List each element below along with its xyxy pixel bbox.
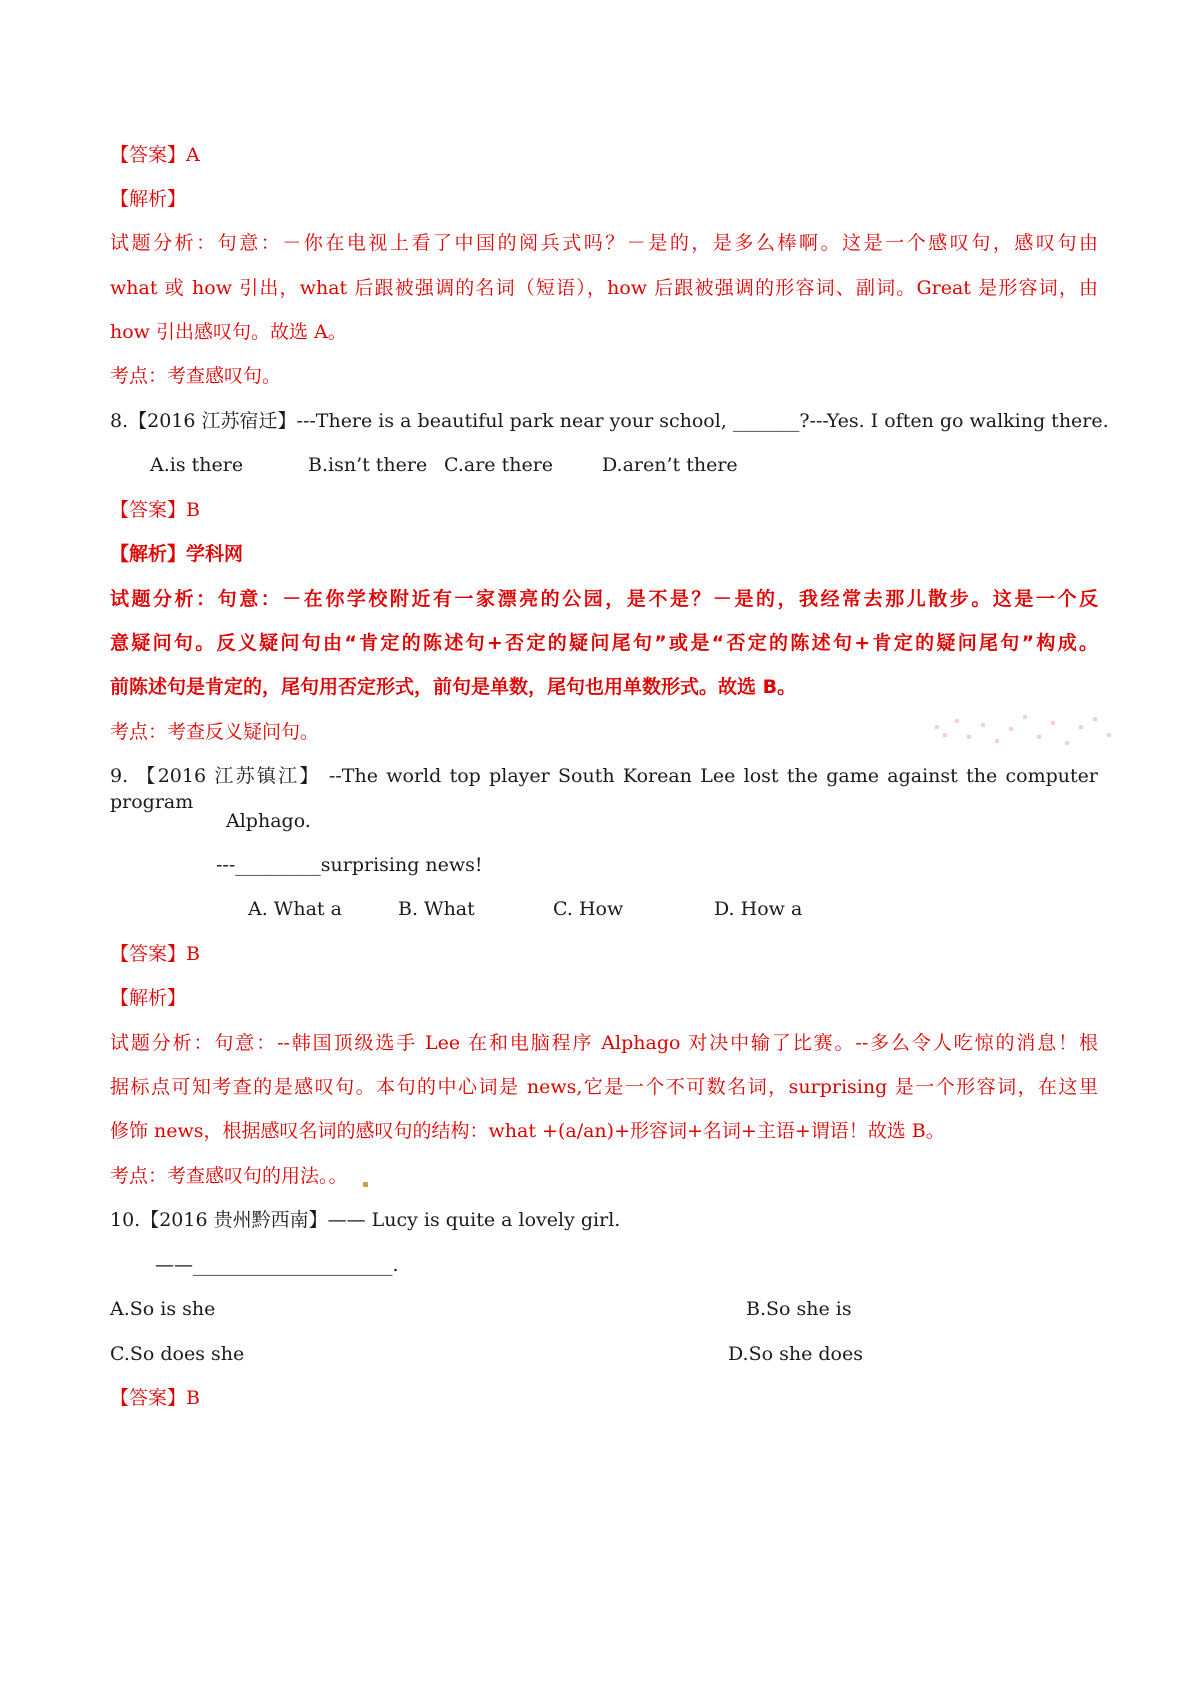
q7-point: 考点：考查感叹句。 — [110, 365, 282, 387]
q8-option-c: C.are there — [444, 454, 554, 476]
q7-analysis-label: 【解析】 — [110, 188, 187, 210]
q9-option-b: B. What — [398, 898, 475, 920]
faint-watermark-pattern — [925, 705, 1125, 765]
decorative-dot — [363, 1182, 368, 1187]
q10-option-d: D.So she does — [728, 1343, 863, 1365]
q10-blank: ——_____________________. — [155, 1254, 399, 1276]
q10-option-c: C.So does she — [110, 1343, 245, 1365]
q8-option-b: B.isn’t there — [308, 454, 428, 476]
q7-analysis-line-3: how 引出感叹句。故选 A。 — [110, 321, 347, 343]
q9-analysis-label: 【解析】 — [110, 987, 187, 1009]
q10-option-b: B.So she is — [746, 1298, 852, 1320]
q10-option-a: A.So is she — [110, 1298, 216, 1320]
q8-option-d: D.aren’t there — [602, 454, 738, 476]
q8-analysis-line-1: 试题分析：句意：－在你学校附近有一家漂亮的公园，是不是？－是的，我经常去那儿散步。这是一个反 — [110, 588, 1098, 610]
q9-option-a: A. What a — [248, 898, 342, 920]
q9-stem-line-2: Alphago. — [226, 810, 311, 832]
q7-answer: 【答案】A — [110, 144, 200, 166]
q8-stem: 8.【2016 江苏宿迁】---There is a beautiful park near your school, _______?---Yes. I often go walking there. — [110, 410, 1109, 432]
q9-stem-line-3: ---_________surprising news! — [216, 854, 483, 876]
q9-stem-line-1: 9. 【2016 江苏镇江】 --The world top player South Korean Lee lost the game against the computer program — [110, 765, 1098, 813]
q8-answer: 【答案】B — [110, 499, 200, 521]
q9-analysis-line-2: 据标点可知考查的是感叹句。本句的中心词是 news,它是一个不可数名词，surprising 是一个形容词，在这里 — [110, 1076, 1098, 1098]
q9-analysis-line-3: 修饰 news，根据感叹名词的感叹句的结构：what +(a/an)+形容词+名词+主语+谓语！故选 B。 — [110, 1120, 945, 1142]
q8-analysis-line-3: 前陈述句是肯定的，尾句用否定形式，前句是单数，尾句也用单数形式。故选 B。 — [110, 676, 797, 698]
q9-option-d: D. How a — [714, 898, 803, 920]
q7-analysis-line-2: what 或 how 引出，what 后跟被强调的名词（短语），how 后跟被强调的形容词、副词。Great 是形容词，由 — [110, 277, 1098, 299]
q8-point: 考点：考查反义疑问句。 — [110, 721, 320, 743]
q9-answer: 【答案】B — [110, 943, 200, 965]
q9-analysis-line-1: 试题分析：句意：--韩国顶级选手 Lee 在和电脑程序 Alphago 对决中输了比赛。--多么令人吃惊的消息！根 — [110, 1032, 1098, 1054]
q8-analysis-label: 【解析】学科网 — [110, 543, 244, 565]
q8-option-a: A.is there — [150, 454, 244, 476]
q10-answer: 【答案】B — [110, 1387, 200, 1409]
q9-option-c: C. How — [553, 898, 624, 920]
q8-analysis-line-2: 意疑问句。反义疑问句由“肯定的陈述句+否定的疑问尾句”或是“否定的陈述句+肯定的疑问尾句”构成。 — [110, 632, 1098, 654]
q10-stem: 10.【2016 贵州黔西南】—— Lucy is quite a lovely girl. — [110, 1209, 621, 1231]
q7-analysis-line-1: 试题分析：句意：－你在电视上看了中国的阅兵式吗？－是的，是多么棒啊。这是一个感叹句，感叹句由 — [110, 232, 1098, 254]
q9-point: 考点：考查感叹句的用法。。 — [110, 1165, 348, 1187]
